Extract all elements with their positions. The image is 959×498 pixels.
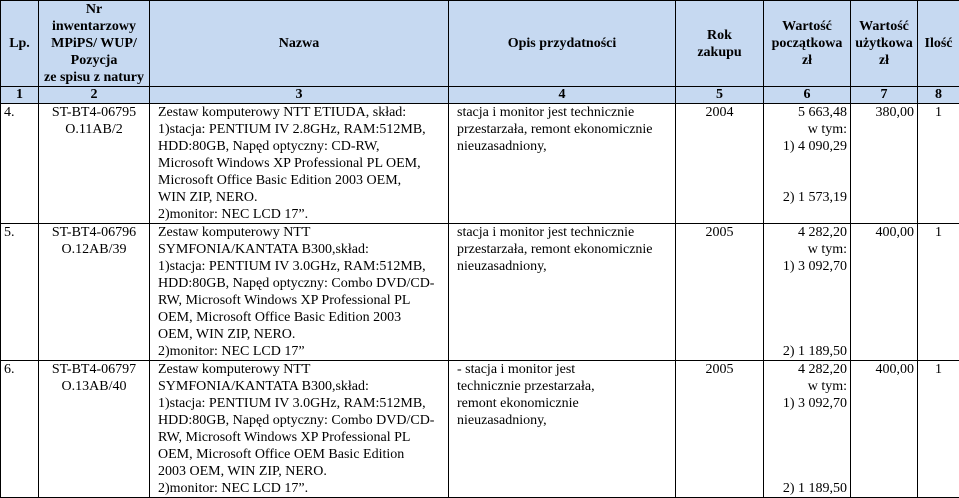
row-quantity: 1: [918, 361, 959, 498]
header-usability-description: Opis przydatności: [449, 1, 676, 87]
initial-value-monitor: 2) 1 189,50: [767, 480, 847, 497]
row-name: Zestaw komputerowy NTT SYMFONIA/KANTATA B300,skład: 1)stacja: PENTIUM IV 3.0GHz, RAM:512MB, HDD:80GB, Napęd optyczny: Combo DVD/CD- RW, Microsoft Windows XP Professional PL OEM, Microsoft Office OEM Basic Edition 2003 OEM, WIN ZIP, NERO. 2)monitor: NEC LCD 17”.: [150, 361, 449, 498]
row-usability-description: stacja i monitor jest technicznie przestarzała, remont ekonomicznie nieuzasadniony,: [449, 224, 676, 361]
row-lp: 6.: [1, 361, 39, 498]
row-usability-description: stacja i monitor jest technicznie przestarzała, remont ekonomicznie nieuzasadniony,: [449, 104, 676, 224]
column-number: 8: [918, 87, 959, 104]
row-purchase-year: 2005: [676, 361, 764, 498]
initial-value-breakdown: 4 282,20 w tym: 1) 3 092,70: [767, 224, 847, 343]
header-name: Nazwa: [150, 1, 449, 87]
row-lp: 5.: [1, 224, 39, 361]
row-name: Zestaw komputerowy NTT ETIUDA, skład: 1)stacja: PENTIUM IV 2.8GHz, RAM:512MB, HDD:80GB, Napęd optyczny: CD-RW, Microsoft Windows XP Professional PL OEM, Microsoft Office Basic Edition 2003 OEM, WIN ZIP, NERO. 2)monitor: NEC LCD 17”.: [150, 104, 449, 224]
column-number: 6: [764, 87, 851, 104]
row-initial-value: [764, 224, 851, 361]
row-quantity: 1: [918, 224, 959, 361]
header-initial-value: Wartość początkowa zł: [764, 1, 851, 87]
row-inventory-number: ST-BT4-06796 O.12AB/39: [39, 224, 150, 361]
row-inventory-number: ST-BT4-06797 O.13AB/40: [39, 361, 150, 498]
table-row: [1, 104, 959, 224]
initial-value-monitor: 2) 1 189,50: [767, 343, 847, 360]
initial-value-breakdown: 4 282,20 w tym: 1) 3 092,70: [767, 361, 847, 480]
header-inventory-number: Nr inwentarzowy MPiPS/ WUP/ Pozycja ze spisu z natury: [39, 1, 150, 87]
column-number: 7: [851, 87, 918, 104]
column-number: 1: [1, 87, 39, 104]
row-initial-value: [764, 361, 851, 498]
row-initial-value: [764, 104, 851, 224]
header-lp: Lp.: [1, 1, 39, 87]
column-number: 3: [150, 87, 449, 104]
initial-value-monitor: 2) 1 573,19: [767, 189, 847, 206]
row-quantity: 1: [918, 104, 959, 224]
column-number: 5: [676, 87, 764, 104]
table-row: [1, 361, 959, 498]
row-inventory-number: ST-BT4-06795 O.11AB/2: [39, 104, 150, 224]
column-number: 4: [449, 87, 676, 104]
row-purchase-year: 2005: [676, 224, 764, 361]
table-row: [1, 224, 959, 361]
column-number: 2: [39, 87, 150, 104]
column-number-row: [1, 87, 959, 104]
row-usable-value: 400,00: [851, 361, 918, 498]
row-usable-value: 400,00: [851, 224, 918, 361]
row-usability-description: - stacja i monitor jest technicznie przestarzała, remont ekonomicznie nieuzasadniony,: [449, 361, 676, 498]
header-purchase-year: Rok zakupu: [676, 1, 764, 87]
header-quantity: Ilość: [918, 1, 959, 87]
row-name: Zestaw komputerowy NTT SYMFONIA/KANTATA B300,skład: 1)stacja: PENTIUM IV 3.0GHz, RAM:512MB, HDD:80GB, Napęd optyczny: Combo DVD/CD- RW, Microsoft Windows XP Professional PL OEM, Microsoft Office Basic Edition 2003 OEM, WIN ZIP, NERO. 2)monitor: NEC LCD 17”: [150, 224, 449, 361]
initial-value-breakdown: 5 663,48 w tym: 1) 4 090,29: [767, 104, 847, 189]
row-purchase-year: 2004: [676, 104, 764, 224]
row-lp: 4.: [1, 104, 39, 224]
header-usable-value: Wartość użytkowa zł: [851, 1, 918, 87]
row-usable-value: 380,00: [851, 104, 918, 224]
